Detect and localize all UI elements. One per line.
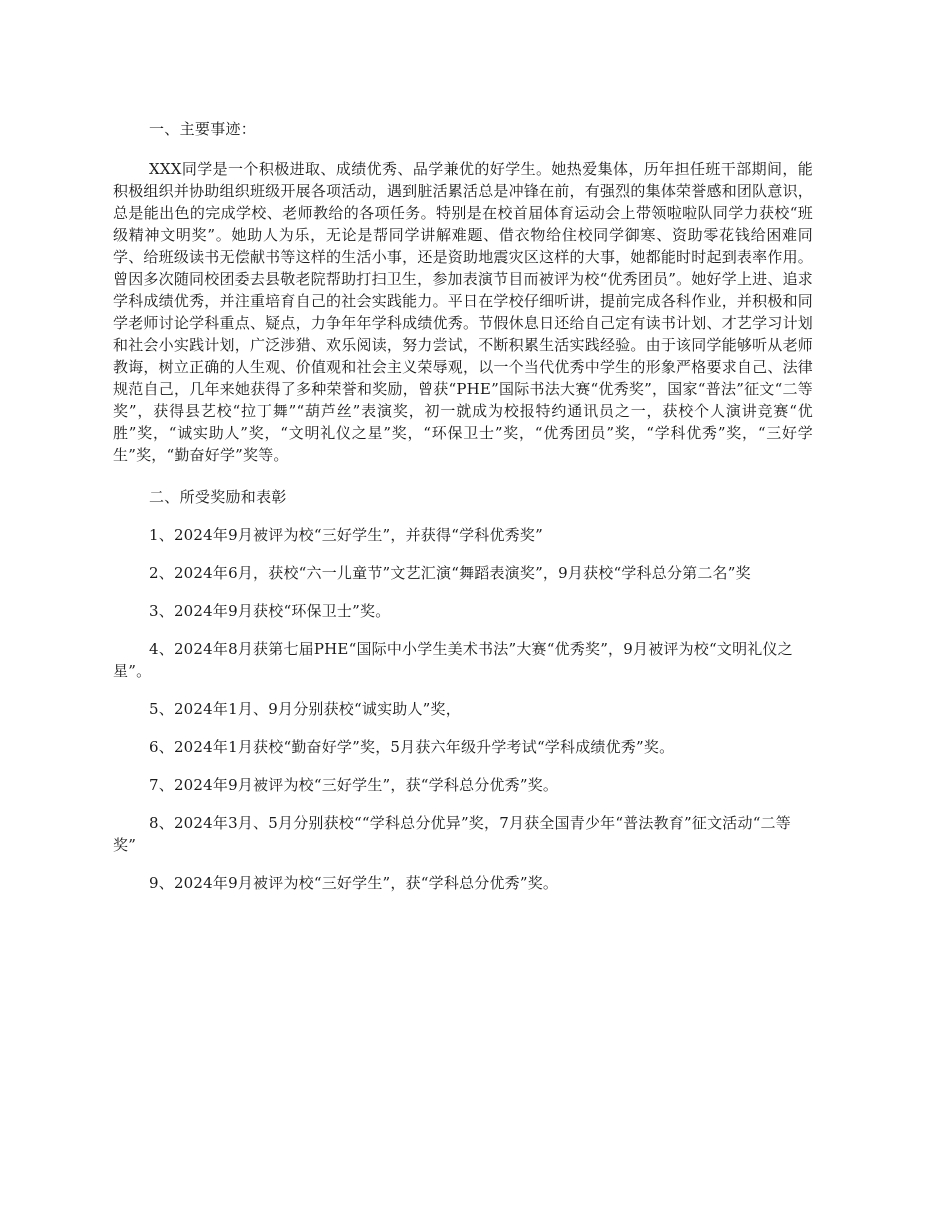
award-item: 5、2024年1月、9月分别获校“诚实助人”奖， (149, 700, 461, 718)
section-1-body: XXX同学是一个积极进取、成绩优秀、品学兼优的好学生。她热爱集体，历年担任班干部期间，能积极组织并协助组织班级开展各项活动，遇到脏活累活总是冲锋在前，有强烈的集体荣誉感和团队意识，总是能出色的完成学校、老师教给的各项任务。特别是在校首届体育运动会上带领啦啦队同学力获校“班级精神文明奖”。她助人为乐，无论是帮同学讲解难题、借衣物给住校同学御寒、资助零花钱给困难同学、给班级读书无偿献书等这样的生活小事，还是资助地震灾区这样的大事，她都能时时起到表率作用。曾因多次随同校团委去县敬老院帮助打扫卫生，参加表演节目而被评为校“优秀团员”。她好学上进、追求学科成绩优秀，并注重培育自己的社会实践能力。平日在学校仔细听讲，提前完成各科作业，并积极和同学老师讨论学科重点、疑点，力争年年学科成绩优秀。节假休息日还给自己定有读书计划、才艺学习计划和社会小实践计划，广泛涉猎、欢乐阅读，努力尝试，不断积累生活实践经验。由于该同学能够听从老师教诲，树立正确的人生观、价值观和社会主义荣辱观，以一个当代优秀中学生的形象严格要求自己、法律规范自己，几年来她获得了多种荣誉和奖励，曾获“PHE”国际书法大赛“优秀奖”，国家“普法”征文“二等奖”，获得县艺校“拉丁舞”“葫芦丝”表演奖，初一就成为校报特约通讯员之一，获校个人演讲竞赛“优胜”奖，“诚实助人”奖，“文明礼仪之星”奖，“环保卫士”奖，“优秀团员”奖，“学科优秀”奖，“三好学生”奖，“勤奋好学”奖等。 (113, 160, 813, 464)
section-2-heading: 二、所受奖励和表彰 (149, 488, 287, 506)
award-list (113, 524, 813, 894)
award-item: 1、2024年9月被评为校“三好学生”，并获得“学科优秀奖” (149, 526, 543, 544)
award-item: 6、2024年1月获校“勤奋好学”奖，5月获六年级升学考试“学科成绩优秀”奖。 (149, 738, 675, 756)
award-item: 8、2024年3月、5月分别获校““学科总分优异”奖，7月获全国青少年“普法教育”征文活动“二等奖” (113, 814, 791, 854)
award-item: 2、2024年6月，获校“六一儿童节”文艺汇演“舞蹈表演奖”，9月获校“学科总分第二名”奖 (149, 564, 751, 582)
section-1-heading: 一、主要事迹： (149, 120, 257, 138)
award-item: 4、2024年8月获第七届PHE“国际中小学生美术书法”大赛“优秀奖”，9月被评为校“文明礼仪之星”。 (113, 640, 793, 680)
document-page (113, 118, 813, 910)
award-item: 9、2024年9月被评为校“三好学生”，获“学科总分优秀”奖。 (149, 874, 559, 892)
award-item: 3、2024年9月获校“环保卫士”奖。 (149, 602, 391, 620)
award-item: 7、2024年9月被评为校“三好学生”，获“学科总分优秀”奖。 (149, 776, 559, 794)
